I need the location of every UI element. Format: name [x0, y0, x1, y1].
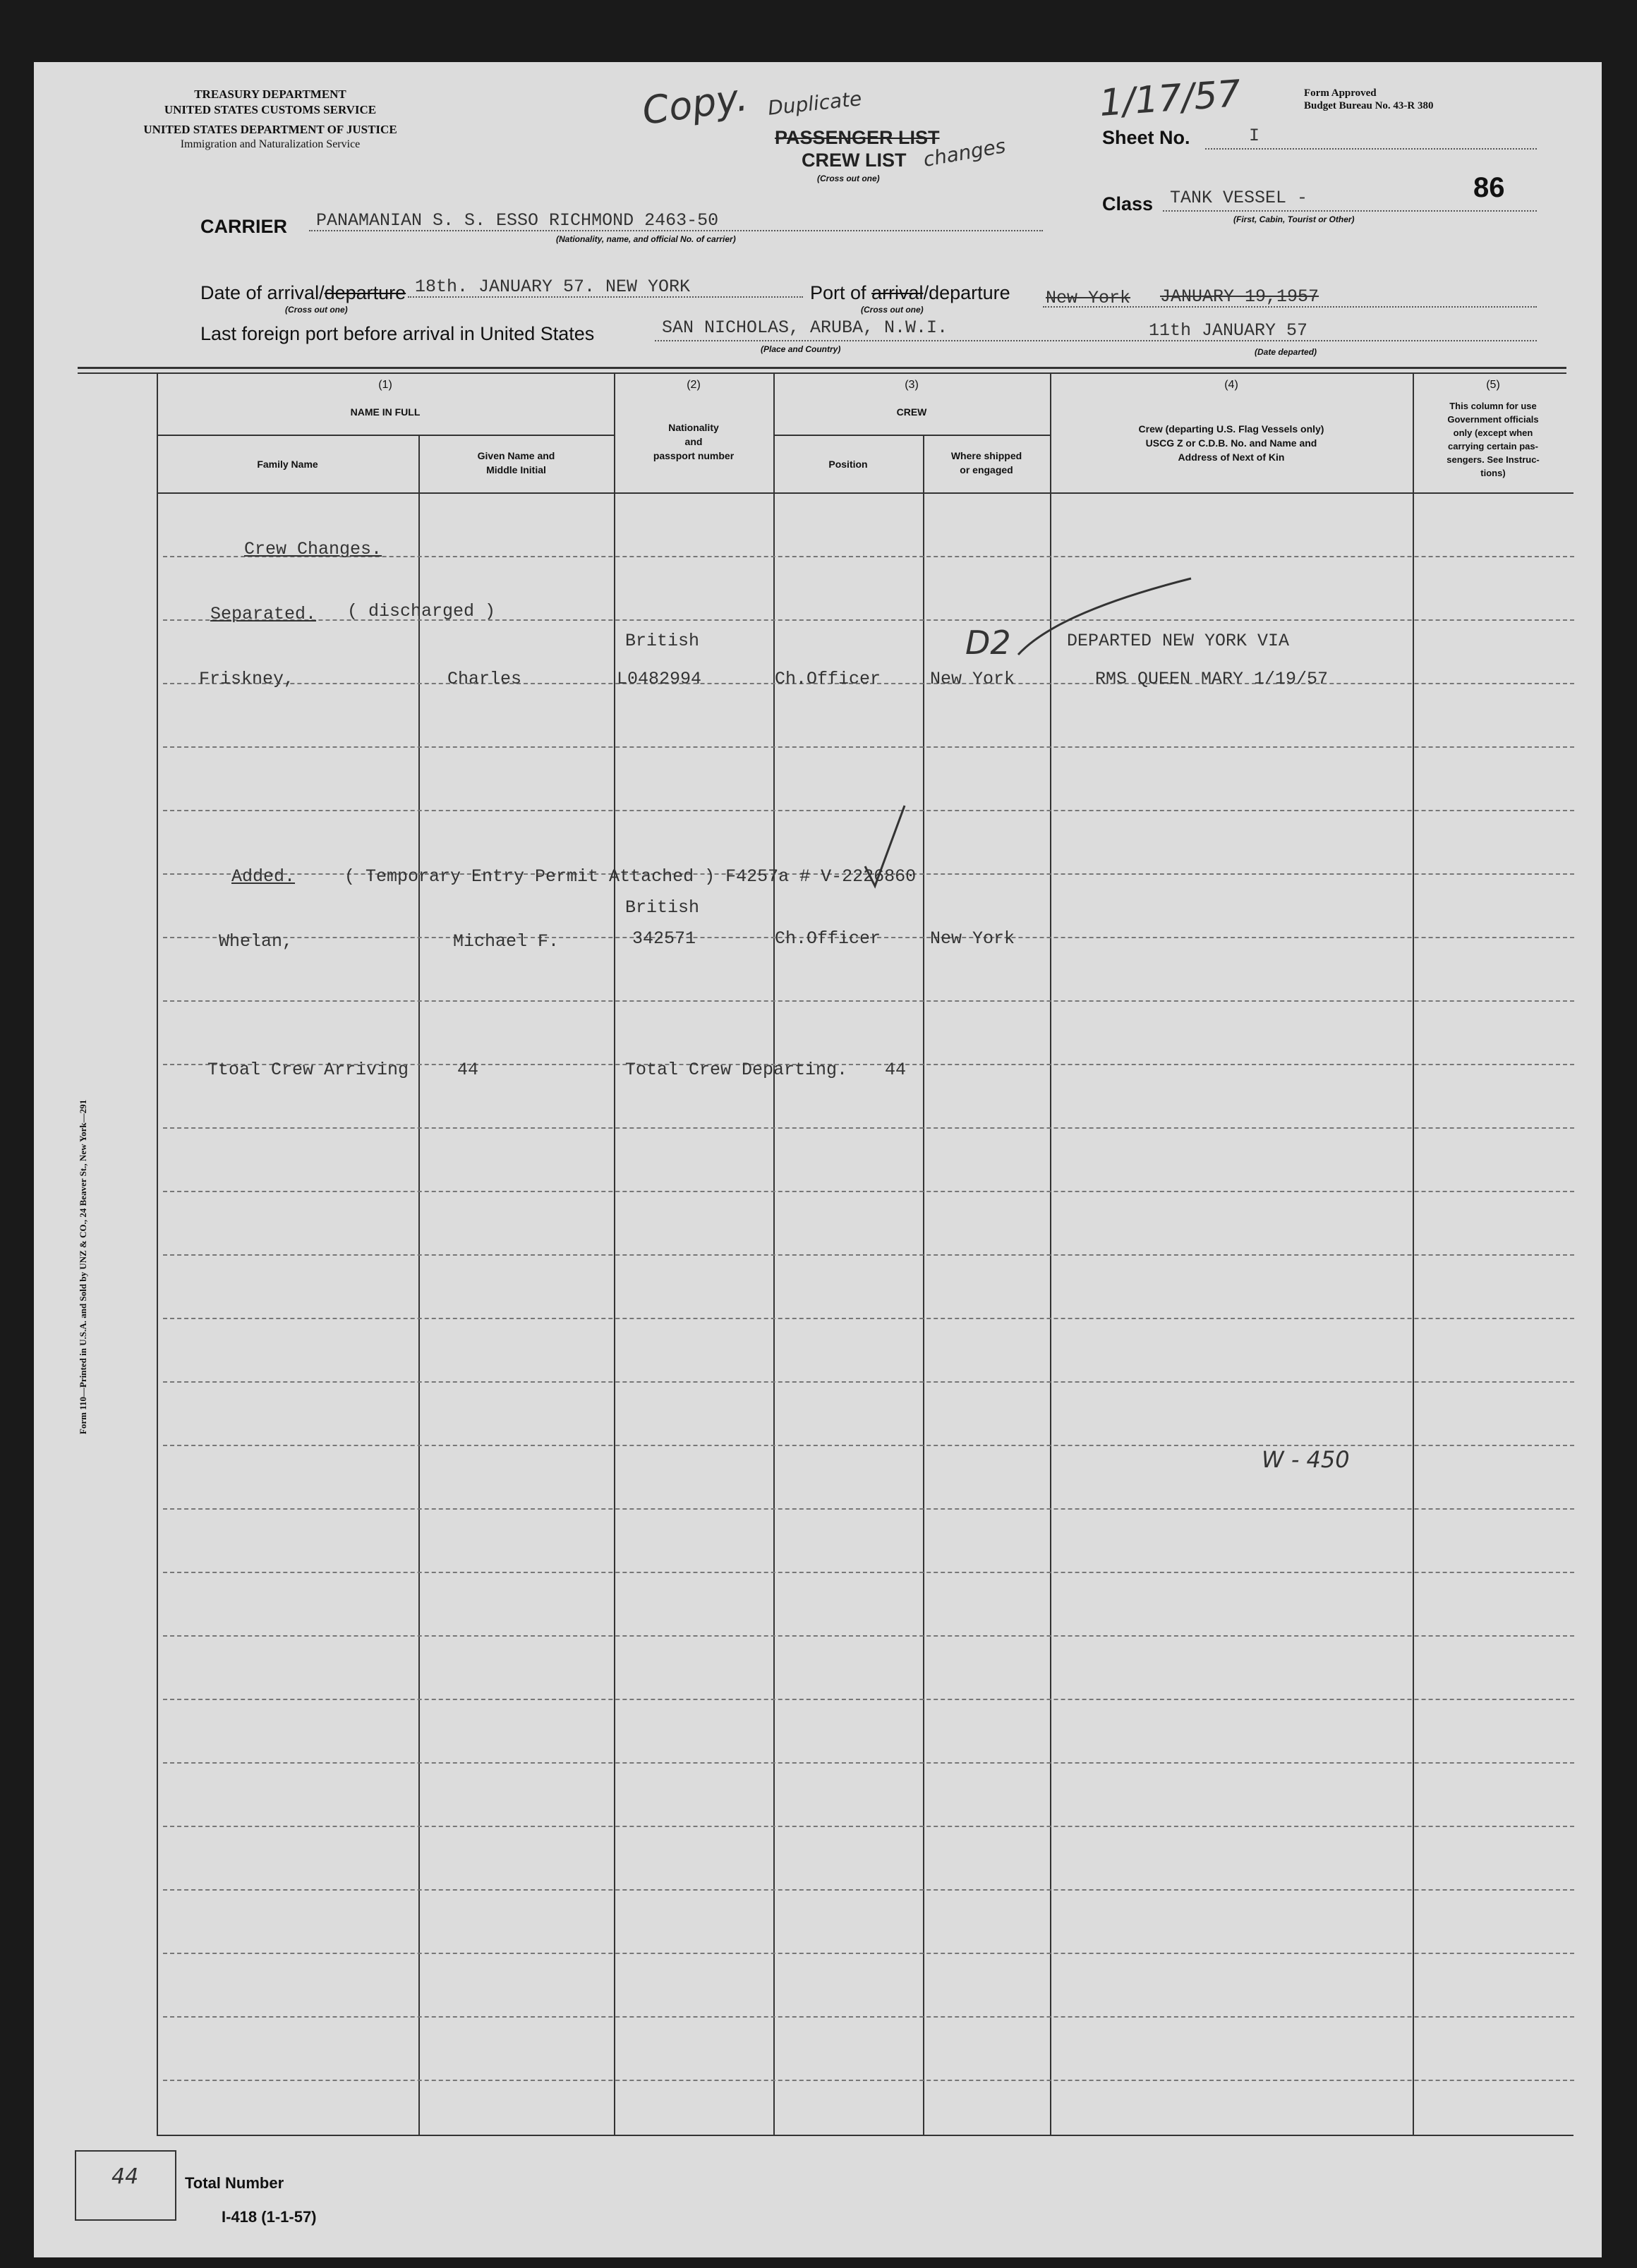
entry-departed-line1: DEPARTED NEW YORK VIA: [1067, 631, 1290, 651]
entry-discharged: ( discharged ): [347, 601, 496, 621]
agency-justice: UNITED STATES DEPARTMENT OF JUSTICE: [143, 123, 397, 136]
class-sub: (First, Cabin, Tourist or Other): [1233, 214, 1355, 224]
class-value: TANK VESSEL -: [1170, 188, 1308, 208]
total-number-label: Total Number: [185, 2174, 284, 2192]
budget-bureau: Budget Bureau No. 43-R 380: [1304, 100, 1434, 111]
form-approved: Form Approved: [1304, 87, 1377, 99]
col5-description: This column for use Government officials only (except when carrying certain pas- sengers. See Instruc- tions): [1446, 401, 1540, 478]
entry-separated: Separated.: [210, 604, 317, 624]
entry-given-2: Michael F.: [453, 931, 560, 952]
entry-total-arriving-number: 44: [457, 1060, 479, 1080]
col2-number: (2): [687, 379, 701, 391]
entry-total-arriving: Ttoal Crew Arriving: [207, 1060, 409, 1080]
col-crew: CREW: [896, 406, 927, 418]
col1-number: (1): [378, 379, 392, 391]
entry-given-1: Charles: [447, 669, 522, 689]
handwritten-w450: W - 450: [1262, 1446, 1350, 1473]
col5-number: (5): [1486, 379, 1500, 391]
handwritten-d2: D2: [965, 624, 1011, 662]
entry-passport-1: L0482994: [617, 669, 702, 689]
agency-treasury: TREASURY DEPARTMENT: [194, 87, 346, 101]
carrier-label: CARRIER: [200, 216, 288, 237]
entry-british-2: British: [625, 897, 700, 918]
class-label: Class: [1102, 193, 1154, 214]
sheet-label: Sheet No.: [1102, 127, 1190, 148]
entry-position-2: Ch.Officer: [775, 928, 881, 949]
col-given-name: Given Name and Middle Initial: [477, 450, 555, 475]
carrier-sub: (Nationality, name, and official No. of carrier): [556, 234, 736, 244]
sheet-value: I: [1249, 126, 1260, 146]
entry-where-1: New York: [930, 669, 1015, 689]
entry-position-1: Ch.Officer: [775, 669, 881, 689]
entry-departed-line2: RMS QUEEN MARY 1/19/57: [1095, 669, 1329, 689]
entry-family-2: Whelan,: [219, 931, 294, 952]
handwritten-changes: changes: [922, 134, 1008, 171]
lastport-value: SAN NICHOLAS, ARUBA, N.W.I.: [662, 317, 948, 338]
title-crew-list: CREW LIST: [802, 150, 907, 171]
port-label: Port of arrival/departure: [810, 282, 1010, 303]
col-position: Position: [828, 459, 868, 470]
port-cross-note: (Cross out one): [861, 305, 924, 315]
page-number: 86: [1473, 172, 1505, 203]
agency-ins: Immigration and Naturalization Service: [180, 138, 361, 150]
col3-number: (3): [905, 379, 919, 391]
col4-number: (4): [1224, 379, 1238, 391]
lastport-label: Last foreign port before arrival in United States: [200, 323, 595, 344]
lastport-sub: (Place and Country): [761, 344, 841, 354]
col-where-shipped: Where shipped or engaged: [950, 450, 1022, 475]
entry-total-departing-number: 44: [885, 1060, 907, 1080]
entry-permit: ( Temporary Entry Permit Attached ) F4257a # V-2226860: [344, 866, 917, 887]
col-nationality: Nationality and passport number: [653, 422, 735, 461]
total-number-box: [75, 2150, 176, 2221]
col1-title: NAME IN FULL: [350, 406, 421, 418]
carrier-value: PANAMANIAN S. S. ESSO RICHMOND 2463-50: [316, 210, 719, 231]
port-value-a: New York: [1046, 288, 1131, 308]
handwritten-date: 1/17/57: [1098, 73, 1243, 125]
handwritten-copy: Copy.: [639, 74, 751, 134]
title-cross-out-note: (Cross out one): [817, 174, 880, 183]
arrival-value: 18th. JANUARY 57. NEW YORK: [415, 277, 691, 297]
entry-british-1: British: [625, 631, 700, 651]
arrival-label: Date of arrival/departure: [200, 282, 406, 303]
entry-added: Added.: [231, 866, 296, 887]
entry-passport-2: 342571: [632, 928, 696, 949]
document-page: [34, 62, 1602, 2257]
title-passenger-list: PASSENGER LIST: [775, 127, 940, 148]
lastport-date-sub: (Date departed): [1255, 347, 1317, 357]
agency-customs: UNITED STATES CUSTOMS SERVICE: [164, 103, 377, 116]
port-value-b: JANUARY 19,1957: [1160, 286, 1319, 307]
check-mark-icon: [1015, 570, 1198, 669]
check-mark-icon: [859, 801, 916, 893]
entry-crew-changes: Crew Changes.: [244, 539, 382, 559]
arrival-cross-note: (Cross out one): [285, 305, 348, 315]
entry-total-departing: Total Crew Departing.: [625, 1060, 848, 1080]
lastport-date: 11th JANUARY 57: [1149, 320, 1308, 341]
handwritten-duplicate: Duplicate: [766, 87, 863, 120]
side-print-note: Form 110—Printed in U.S.A. and Sold by UNZ & CO., 24 Beaver St., New York—291: [78, 1099, 88, 1435]
entry-where-2: New York: [930, 928, 1015, 949]
form-number: I-418 (1-1-57): [222, 2208, 317, 2226]
entry-family-1: Friskney,: [199, 669, 295, 689]
col4-description: Crew (departing U.S. Flag Vessels only) USCG Z or C.D.B. No. and Name and Address of Next of Kin: [1138, 423, 1324, 463]
total-number-value: 44: [111, 2164, 139, 2189]
col-family-name: Family Name: [257, 459, 318, 470]
